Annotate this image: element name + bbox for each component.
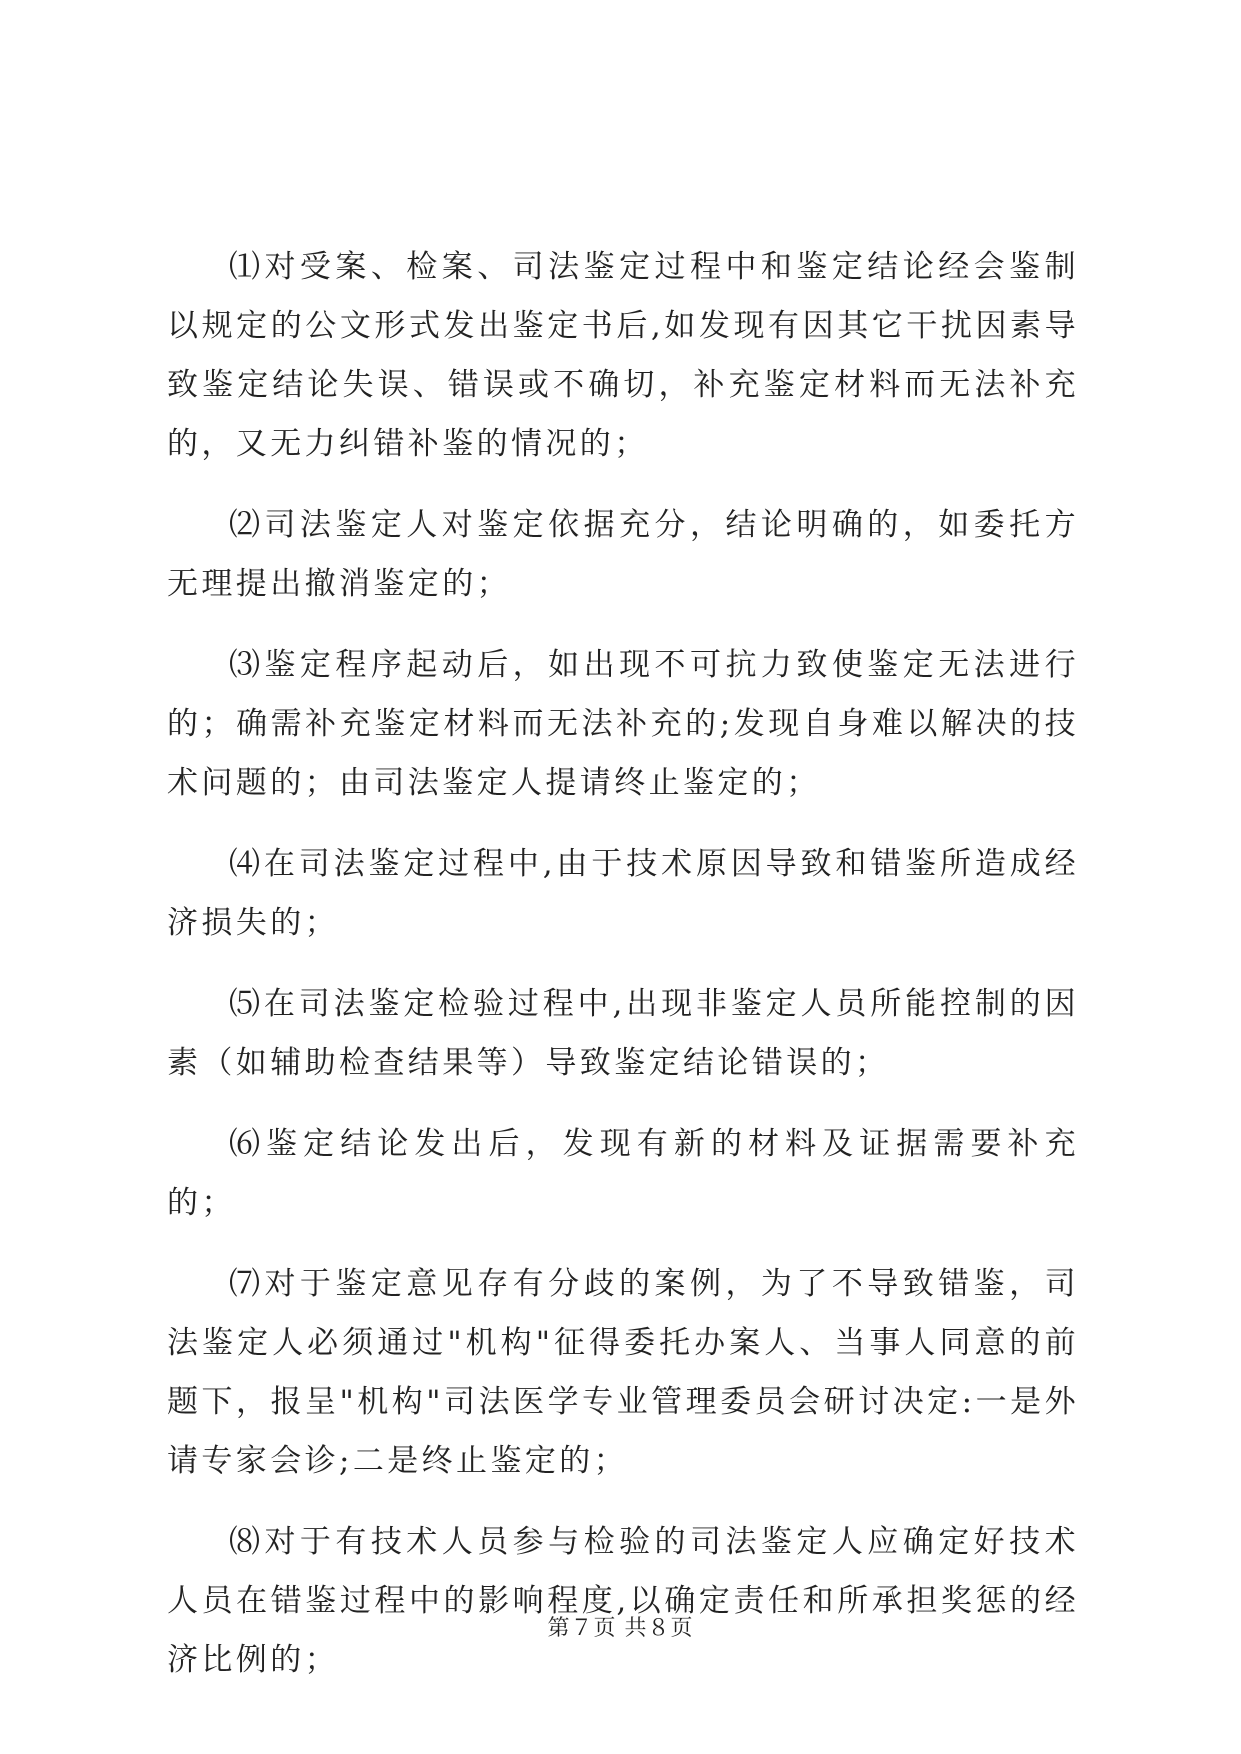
page-number-footer: 第７页 共８页 <box>547 1616 694 1641</box>
paragraph-5: ⑸在司法鉴定检验过程中,出现非鉴定人员所能控制的因素（如辅助检查结果等）导致鉴定结论错误的； <box>167 986 1079 1081</box>
document-body <box>167 238 1079 1712</box>
paragraph-7: ⑺对于鉴定意见存有分歧的案例，为了不导致错鉴，司法鉴定人必须通过"机构"征得委托办案人、当事人同意的前题下，报呈"机构"司法医学专业管理委员会研讨决定:一是外请专家会诊;二是终止鉴定的； <box>167 1266 1079 1479</box>
paragraph-3: ⑶鉴定程序起动后，如出现不可抗力致使鉴定无法进行的；确需补充鉴定材料而无法补充的;发现自身难以解决的技术问题的；由司法鉴定人提请终止鉴定的； <box>167 647 1079 801</box>
paragraph-2: ⑵司法鉴定人对鉴定依据充分，结论明确的，如委托方无理提出撤消鉴定的； <box>167 507 1079 602</box>
paragraph-6: ⑹鉴定结论发出后，发现有新的材料及证据需要补充的； <box>167 1126 1079 1221</box>
paragraph-1: ⑴对受案、检案、司法鉴定过程中和鉴定结论经会鉴制以规定的公文形式发出鉴定书后,如发现有因其它干扰因素导致鉴定结论失误、错误或不确切，补充鉴定材料而无法补充的，又无力纠错补鉴的情况的； <box>167 249 1079 462</box>
paragraph-8: ⑻对于有技术人员参与检验的司法鉴定人应确定好技术人员在错鉴过程中的影响程度,以确定责任和所承担奖惩的经济比例的； <box>167 1524 1079 1678</box>
paragraph-4: ⑷在司法鉴定过程中,由于技术原因导致和错鉴所造成经济损失的； <box>167 846 1079 941</box>
